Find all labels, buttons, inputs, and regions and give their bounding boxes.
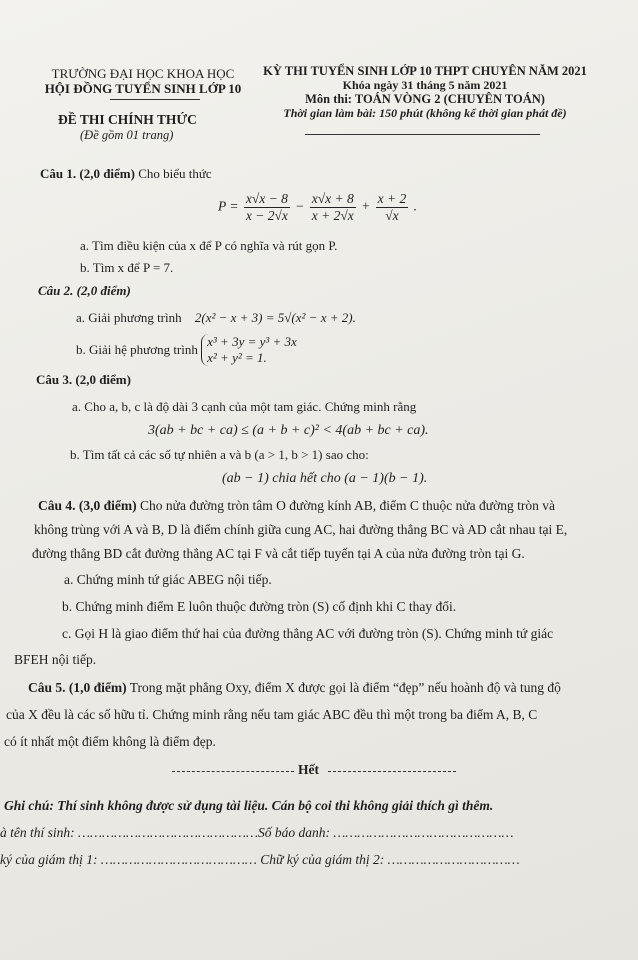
q3-a-equation: 3(ab + bc + ca) ≤ (a + b + c)² < 4(ab + bc + ca).	[148, 423, 429, 438]
q3-part-a: a. Cho a, b, c là độ dài 3 cạnh của một tam giác. Chứng minh rằng	[72, 399, 417, 414]
q4-line3: đường thẳng BD cắt đường thẳng AC tại F và cắt tiếp tuyến tại A của nửa đường tròn tại G.	[32, 546, 525, 561]
footer-note: Ghi chú: Thí sinh không được sử dụng tài liệu. Cán bộ coi thi không giải thích gì thêm.	[4, 798, 494, 813]
q3-part-b: b. Tìm tất cả các số tự nhiên a và b (a > 1, b > 1) sao cho:	[70, 447, 369, 462]
q1-intro: Cho biểu thức	[138, 166, 212, 181]
q2-b-system	[201, 334, 297, 366]
end-mark: Hết	[298, 762, 319, 777]
exam-date: Khóa ngày 31 tháng 5 năm 2021	[342, 78, 508, 92]
question-1	[40, 166, 212, 182]
q4-title: Câu 4. (3,0 điểm)	[38, 498, 137, 513]
school-name: TRƯỜNG ĐẠI HỌC KHOA HỌC	[51, 66, 235, 81]
q1-part-a: a. Tìm điều kiện của x để P có nghĩa và rút gọn P.	[80, 238, 338, 253]
q4-part-c-cont: BFEH nội tiếp.	[14, 652, 97, 667]
question-3	[36, 372, 131, 388]
q1-frac-2	[310, 191, 356, 224]
q5-line1: Trong mặt phẳng Oxy, điểm X được gọi là điểm “đẹp” nếu hoành độ và tung độ	[129, 680, 561, 695]
q1-frac-1	[244, 191, 290, 224]
q1-P: P =	[218, 198, 239, 214]
q4-part-a: a. Chứng minh tứ giác ABEG nội tiếp.	[64, 572, 272, 587]
q1-f2-den: x + 2√x	[311, 208, 354, 223]
q2-part-b	[76, 334, 297, 366]
q1-f1-den: x − 2√x	[245, 208, 288, 223]
q5-title: Câu 5. (1,0 điểm)	[28, 680, 127, 695]
q1-dot: .	[413, 198, 418, 214]
q1-frac-3	[376, 191, 409, 224]
question-5	[28, 680, 561, 696]
pages-note: (Đề gồm 01 trang)	[80, 128, 174, 142]
exam-subject: Môn thi: TOÁN VÒNG 2 (CHUYÊN TOÁN)	[305, 92, 545, 106]
q1-expression	[218, 191, 417, 224]
q3-b-equation: (ab − 1) chia hết cho (a − 1)(b − 1).	[222, 471, 428, 486]
q1-title: Câu 1. (2,0 điểm)	[40, 166, 135, 181]
exam-header	[250, 64, 600, 120]
q2-b-eq1: x³ + 3y = y³ + 3x	[207, 334, 297, 349]
q2-a-equation: 2(x² − x + 3) = 5√(x² − x + 2).	[194, 310, 356, 325]
q5-line2: của X đều là các số hữu tỉ. Chứng minh rằng nếu tam giác ABC đều thì một trong ba điểm A, B, C	[6, 707, 538, 722]
q1-op2: +	[361, 198, 371, 214]
q2-b-label: b. Giải hệ phương trình	[76, 342, 198, 357]
question-4	[38, 498, 555, 514]
q4-line2: không trùng với A và B, D là điểm chính giữa cung AC, hai đường thẳng BC và AD cắt nhau tại E,	[34, 522, 568, 537]
signature-line: ký của giám thị 1: ………………………………… Chữ ký của giám thị 2: ……………………………	[0, 852, 520, 867]
candidate-name-line: à tên thí sinh: ………………………………………Số báo danh: ………………………………………	[0, 825, 514, 840]
q1-f2-num: x√x + 8	[311, 191, 354, 206]
q4-part-c: c. Gọi H là giao điểm thứ hai của đường thẳng AC với đường tròn (S). Chứng minh tứ giác	[62, 626, 554, 641]
q4-part-b: b. Chứng minh điểm E luôn thuộc đường tròn (S) cố định khi C thay đổi.	[62, 599, 457, 614]
q1-op1: −	[295, 198, 305, 214]
q2-a-label: a. Giải phương trình	[76, 310, 182, 325]
q1-f3-num: x + 2	[377, 191, 407, 206]
q5-line3: có ít nhất một điểm không là điểm đẹp.	[4, 734, 216, 749]
q3-title: Câu 3. (2,0 điểm)	[36, 372, 131, 387]
question-2	[38, 283, 131, 299]
q1-part-b: b. Tìm x để P = 7.	[80, 260, 174, 275]
end-rule-left	[172, 771, 294, 773]
school-header	[28, 66, 258, 96]
q1-f3-den: √x	[385, 208, 399, 223]
q1-f1-num: x√x − 8	[245, 191, 288, 206]
header-left-rule	[110, 99, 200, 100]
q2-b-eq2: x² + y² = 1.	[207, 350, 267, 365]
q2-title: Câu 2. (2,0 điểm)	[38, 283, 131, 298]
official-label: ĐỀ THI CHÍNH THỨC	[58, 112, 197, 127]
exam-duration: Thời gian làm bài: 150 phút (không kể thời gian phát đề)	[283, 106, 567, 120]
council-name: HỘI ĐỒNG TUYỂN SINH LỚP 10	[44, 81, 242, 96]
q2-part-a	[76, 310, 356, 326]
q4-line1: Cho nửa đường tròn tâm O đường kính AB, điểm C thuộc nửa đường tròn và	[140, 498, 555, 513]
exam-title: KỲ THI TUYỂN SINH LỚP 10 THPT CHUYÊN NĂM 2021	[263, 64, 587, 78]
end-rule-right	[328, 771, 456, 773]
header-right-rule	[305, 134, 540, 135]
